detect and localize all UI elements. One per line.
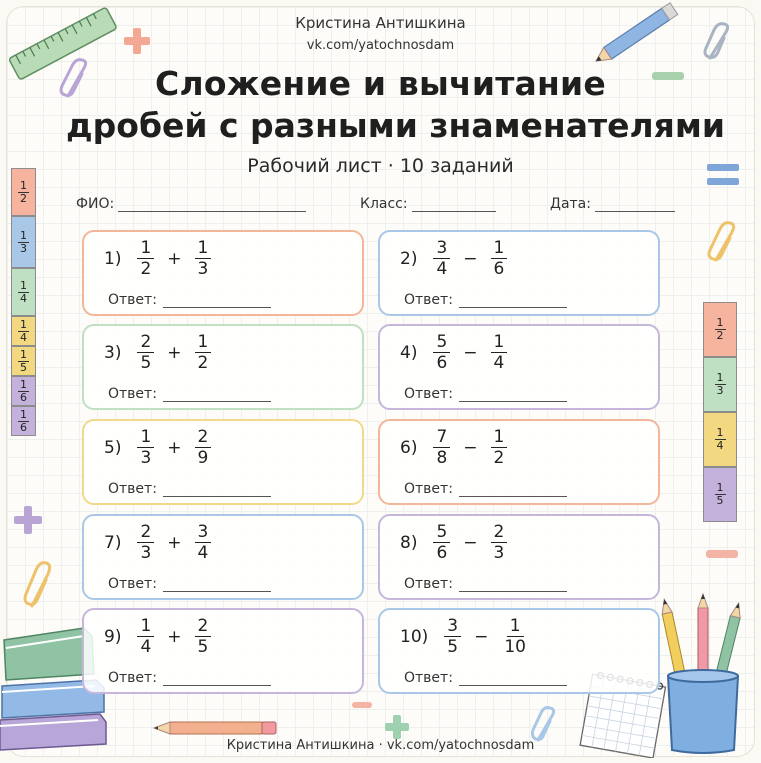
author-link[interactable]: vk.com/yatochnosdam	[306, 38, 455, 53]
operator: +	[167, 437, 182, 458]
fraction	[491, 522, 508, 563]
answer-field[interactable]	[404, 481, 567, 497]
task-expression	[104, 238, 215, 279]
numerator: 1	[20, 228, 27, 242]
answer-field[interactable]	[108, 386, 271, 402]
answer-label: Ответ:	[108, 386, 157, 402]
numerator: 1	[20, 317, 27, 331]
numerator: 1	[20, 278, 27, 292]
task-number: 4)	[400, 342, 418, 363]
operator: −	[463, 248, 478, 269]
pencil-icon	[588, 2, 688, 64]
task-number: 7)	[104, 532, 122, 553]
answer-field[interactable]	[108, 481, 271, 497]
strip-fraction	[18, 409, 29, 434]
answer-input-line[interactable]	[163, 296, 271, 308]
strip-fraction	[18, 349, 29, 374]
answer-label: Ответ:	[108, 292, 157, 308]
fraction	[491, 238, 508, 279]
fraction	[491, 332, 508, 373]
fraction	[137, 332, 154, 373]
answer-field[interactable]	[404, 670, 567, 686]
task-card	[82, 419, 364, 505]
answer-label: Ответ:	[404, 386, 453, 402]
strip-fraction	[715, 427, 726, 452]
strip-fraction	[18, 280, 29, 305]
task-number: 3)	[104, 342, 122, 363]
fraction-strip-cell	[703, 467, 737, 522]
task-expression	[400, 332, 511, 373]
numerator: 2	[491, 522, 508, 543]
answer-input-line[interactable]	[459, 390, 567, 402]
task-expression	[104, 427, 215, 468]
operator: −	[463, 437, 478, 458]
answer-field[interactable]	[108, 670, 271, 686]
denominator: 6	[493, 259, 505, 279]
denominator: 5	[716, 494, 724, 507]
numerator: 2	[137, 522, 154, 543]
task-number: 1)	[104, 248, 122, 269]
strip-fraction	[715, 317, 726, 342]
fraction	[433, 332, 450, 373]
numerator: 1	[716, 316, 724, 329]
date-field[interactable]	[550, 196, 675, 212]
task-number: 10)	[400, 626, 429, 647]
denominator: 3	[493, 543, 505, 563]
denominator: 2	[493, 448, 505, 468]
denominator: 2	[140, 259, 152, 279]
name-input-line[interactable]	[118, 198, 306, 212]
strip-fraction	[18, 230, 29, 255]
task-expression	[104, 522, 215, 563]
denominator: 4	[716, 439, 724, 452]
denominator: 5	[447, 637, 459, 657]
numerator: 2	[195, 616, 212, 637]
name-field[interactable]	[76, 196, 306, 212]
fraction-strip-cell	[703, 302, 737, 357]
class-label: Класс:	[360, 196, 408, 212]
task-expression	[400, 238, 511, 279]
numerator: 5	[433, 522, 450, 543]
denominator: 2	[20, 191, 27, 205]
class-field[interactable]	[360, 196, 496, 212]
denominator: 4	[197, 543, 209, 563]
numerator: 1	[491, 238, 508, 259]
answer-input-line[interactable]	[163, 674, 271, 686]
fraction-strip-cell	[703, 412, 737, 467]
strip-fraction	[18, 379, 29, 404]
class-input-line[interactable]	[412, 198, 496, 212]
numerator: 7	[433, 427, 450, 448]
numerator: 1	[195, 238, 212, 259]
strip-fraction	[18, 180, 29, 205]
task-expression	[400, 427, 511, 468]
denominator: 9	[197, 448, 209, 468]
task-number: 2)	[400, 248, 418, 269]
answer-field[interactable]	[108, 292, 271, 308]
task-card	[82, 324, 364, 410]
answer-field[interactable]	[404, 292, 567, 308]
strip-fraction	[18, 319, 29, 344]
denominator: 6	[20, 390, 27, 404]
numerator: 1	[195, 332, 212, 353]
task-number: 8)	[400, 532, 418, 553]
strip-fraction	[715, 372, 726, 397]
task-card	[82, 230, 364, 316]
numerator: 1	[491, 332, 508, 353]
fraction-strip-cell	[703, 357, 737, 412]
fraction-strip-cell	[11, 376, 36, 406]
page-title-line1: Сложение и вычитание	[155, 64, 606, 103]
fraction	[501, 616, 529, 657]
fraction	[137, 238, 154, 279]
answer-label: Ответ:	[404, 292, 453, 308]
fraction	[433, 238, 450, 279]
answer-label: Ответ:	[404, 576, 453, 592]
operator: +	[167, 532, 182, 553]
dash-decoration	[352, 702, 372, 708]
date-label: Дата:	[550, 196, 591, 212]
paperclip-icon	[22, 560, 58, 612]
pencil-cup-icon	[656, 590, 752, 756]
dash-decoration	[706, 550, 738, 558]
operator: +	[167, 626, 182, 647]
denominator: 2	[197, 353, 209, 373]
numerator: 3	[433, 238, 450, 259]
task-expression	[400, 616, 533, 657]
task-number: 5)	[104, 437, 122, 458]
fraction	[195, 522, 212, 563]
fraction	[195, 332, 212, 373]
denominator: 4	[436, 259, 448, 279]
answer-input-line[interactable]	[459, 674, 567, 686]
denominator: 3	[197, 259, 209, 279]
numerator: 1	[491, 427, 508, 448]
numerator: 1	[20, 347, 27, 361]
numerator: 1	[20, 407, 27, 421]
fraction-strip-cell	[11, 268, 36, 316]
operator: −	[474, 626, 489, 647]
pencil-icon	[150, 718, 280, 738]
operator: +	[167, 342, 182, 363]
fraction-strip-cell	[11, 346, 36, 376]
answer-input-line[interactable]	[459, 580, 567, 592]
numerator: 5	[433, 332, 450, 353]
task-card	[378, 419, 660, 505]
fraction	[137, 427, 154, 468]
fraction-strip-cell	[11, 406, 36, 436]
fraction	[433, 427, 450, 468]
denominator: 6	[20, 420, 27, 434]
denominator: 6	[436, 543, 448, 563]
plus-icon	[384, 714, 410, 740]
answer-label: Ответ:	[108, 576, 157, 592]
denominator: 8	[436, 448, 448, 468]
denominator: 5	[20, 360, 27, 374]
task-card	[378, 324, 660, 410]
numerator: 2	[195, 427, 212, 448]
denominator: 5	[140, 353, 152, 373]
denominator: 10	[504, 637, 526, 657]
denominator: 2	[716, 329, 724, 342]
fraction	[137, 616, 154, 657]
task-expression	[400, 522, 511, 563]
strip-fraction	[715, 482, 726, 507]
denominator: 3	[140, 543, 152, 563]
numerator: 1	[20, 377, 27, 391]
denominator: 4	[140, 637, 152, 657]
operator: +	[167, 248, 182, 269]
answer-label: Ответ:	[108, 481, 157, 497]
paperclip-icon	[706, 220, 742, 266]
denominator: 6	[436, 353, 448, 373]
denominator: 4	[20, 291, 27, 305]
answer-input-line[interactable]	[163, 580, 271, 592]
fraction	[195, 427, 212, 468]
answer-field[interactable]	[404, 576, 567, 592]
numerator: 2	[137, 332, 154, 353]
numerator: 1	[20, 178, 27, 192]
numerator: 3	[195, 522, 212, 543]
task-card	[82, 514, 364, 600]
fraction	[444, 616, 461, 657]
fraction	[433, 522, 450, 563]
operator: −	[463, 342, 478, 363]
answer-label: Ответ:	[404, 481, 453, 497]
answer-label: Ответ:	[108, 670, 157, 686]
numerator: 1	[716, 371, 724, 384]
fraction-strip-cell	[11, 316, 36, 346]
fraction	[195, 238, 212, 279]
answer-input-line[interactable]	[163, 390, 271, 402]
denominator: 3	[716, 384, 724, 397]
denominator: 4	[493, 353, 505, 373]
task-card	[378, 514, 660, 600]
numerator: 1	[716, 481, 724, 494]
numerator: 1	[507, 616, 524, 637]
answer-input-line[interactable]	[459, 485, 567, 497]
numerator: 1	[137, 238, 154, 259]
page-title-line2: дробей с разными знаменателями	[66, 106, 725, 145]
numerator: 1	[716, 426, 724, 439]
numerator: 3	[444, 616, 461, 637]
numerator: 1	[137, 616, 154, 637]
answer-label: Ответ:	[404, 670, 453, 686]
operator: −	[463, 532, 478, 553]
answer-field[interactable]	[108, 576, 271, 592]
task-expression	[104, 616, 215, 657]
name-label: ФИО:	[76, 196, 115, 212]
numerator: 1	[137, 427, 154, 448]
denominator: 3	[20, 241, 27, 255]
fraction	[137, 522, 154, 563]
fraction	[491, 427, 508, 468]
date-input-line[interactable]	[595, 198, 675, 212]
fraction-strip-cell	[11, 168, 36, 216]
task-card	[378, 608, 660, 694]
answer-input-line[interactable]	[459, 296, 567, 308]
task-number: 9)	[104, 626, 122, 647]
task-card	[378, 230, 660, 316]
denominator: 3	[140, 448, 152, 468]
worksheet-subtitle: Рабочий лист · 10 заданий	[247, 155, 514, 177]
answer-field[interactable]	[404, 386, 567, 402]
denominator: 4	[20, 330, 27, 344]
author-name: Кристина Антишкина	[295, 14, 466, 32]
fraction-strip-cell	[11, 216, 36, 268]
fraction	[195, 616, 212, 657]
task-expression	[104, 332, 215, 373]
task-card	[82, 608, 364, 694]
footer-credit: Кристина Антишкина · vk.com/yatochnosdam	[226, 738, 535, 753]
plus-icon	[12, 504, 44, 536]
task-number: 6)	[400, 437, 418, 458]
denominator: 5	[197, 637, 209, 657]
answer-input-line[interactable]	[163, 485, 271, 497]
